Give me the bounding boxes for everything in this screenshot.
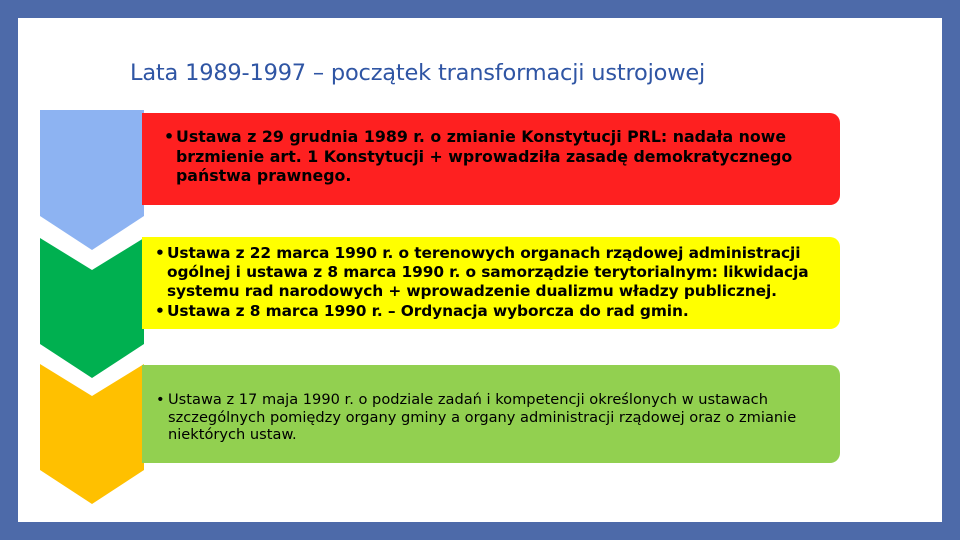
step-1-box: [142, 113, 840, 205]
bullet: •: [156, 391, 165, 408]
step-2-paragraph-2: [155, 302, 830, 321]
step-3-text: Ustawa z 17 maja 1990 r. o podziale zadań i kompetencji określonych w ustawach szczególnych pomiędzy organy gminy a organy administracji rządowej oraz o zmianie niektórych ustaw.: [168, 391, 797, 443]
bullet: •: [164, 127, 175, 146]
bullet: •: [155, 244, 165, 262]
slide-title: Lata 1989-1997 – początek transformacji ustrojowej: [130, 60, 706, 86]
step-1-chevron: [40, 110, 144, 250]
step-2-paragraph-1: [155, 244, 830, 302]
step-3-paragraph: [156, 391, 830, 444]
step-2-chevron: [40, 238, 144, 378]
step-1-text: Ustawa z 29 grudnia 1989 r. o zmianie Konstytucji PRL: nadała nowe brzmienie art. 1 Konstytucji + wprowadziła zasadę demokratycznego państwa prawnego.: [176, 127, 793, 185]
step-3-chevron: [40, 364, 144, 504]
step-2-box: [142, 237, 840, 329]
slide: [18, 18, 942, 522]
step-2-text-2: Ustawa z 8 marca 1990 r. – Ordynacja wyborcza do rad gmin.: [167, 301, 689, 320]
bullet: •: [155, 301, 165, 320]
step-1-paragraph: [164, 127, 830, 186]
step-2-text-1: Ustawa z 22 marca 1990 r. o terenowych organach rządowej administracji ogólnej i ustawa z 8 marca 1990 r. o samorządzie terytorialnym: likwidacja systemu rad narodowych + wprowadzenie dualizmu władzy publicznej.: [167, 244, 809, 301]
step-3-box: [142, 365, 840, 463]
